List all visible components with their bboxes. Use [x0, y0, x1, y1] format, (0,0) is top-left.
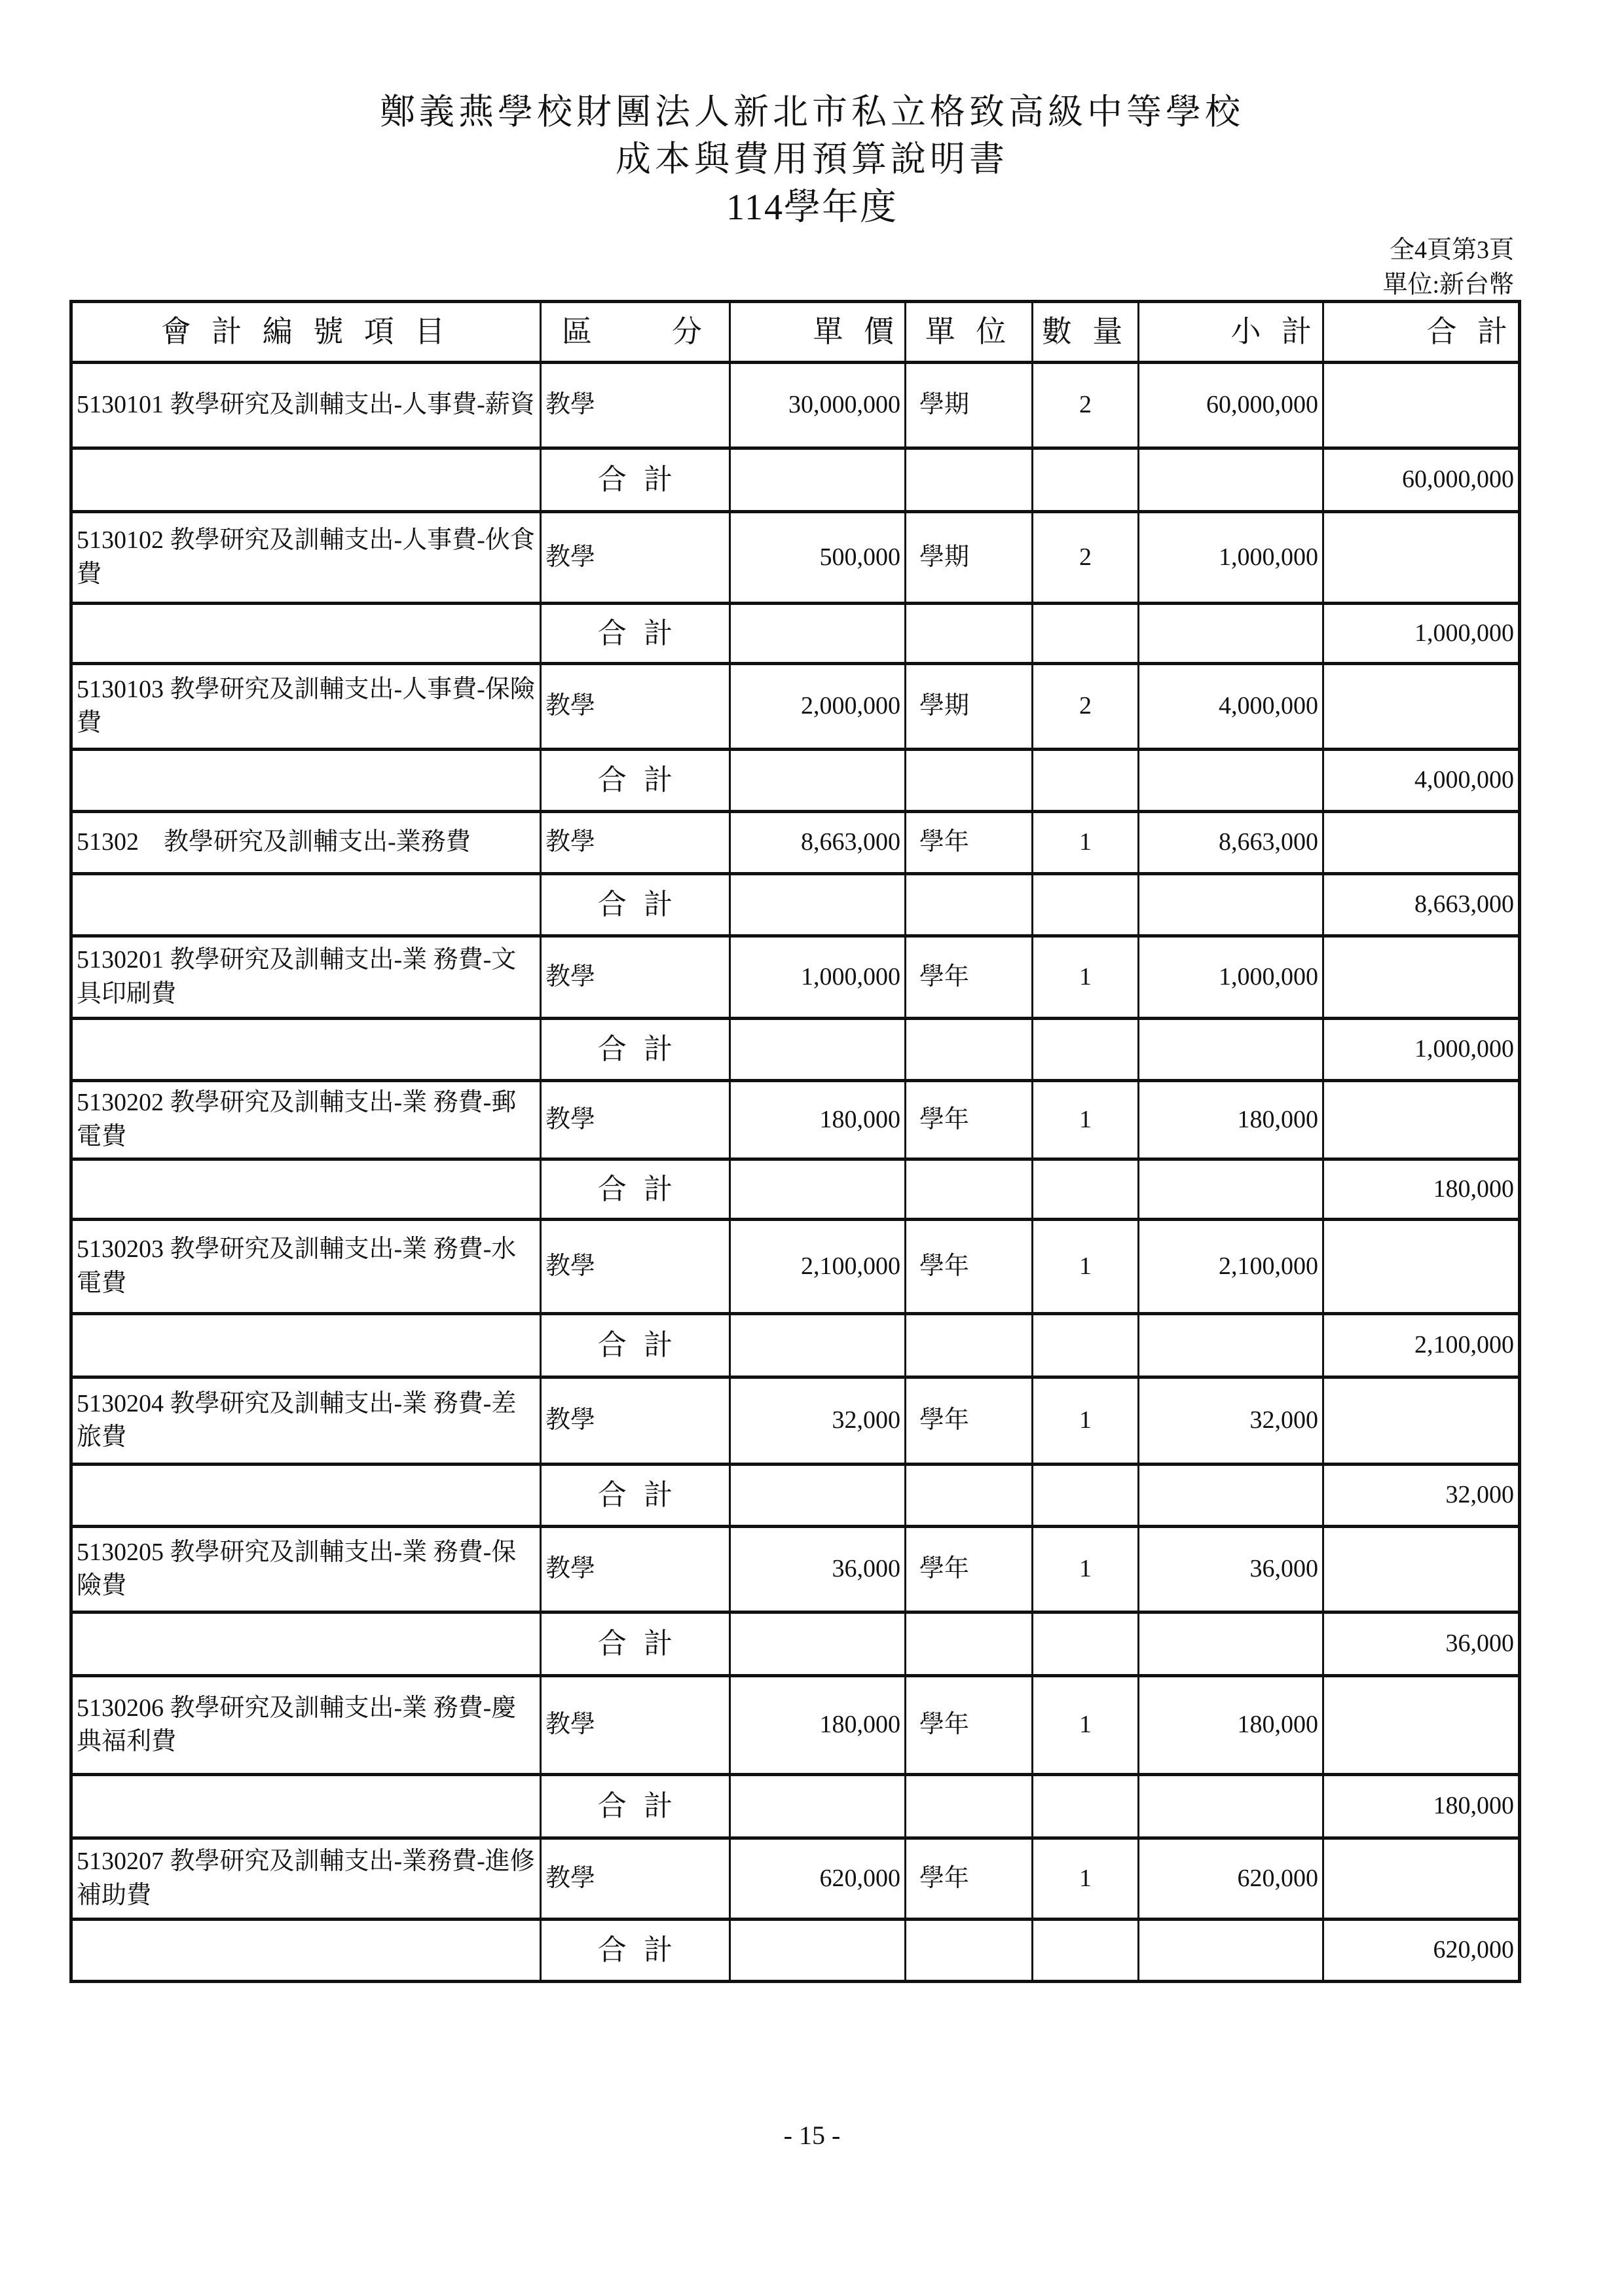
- header-row: [71, 302, 1520, 363]
- item-name: 5130101 教學研究及訓輔支出-人事費-薪資: [71, 363, 541, 448]
- total-label-cell: [541, 448, 730, 512]
- subtotal: 620,000: [1139, 1838, 1323, 1920]
- empty-cell: [71, 448, 541, 512]
- total-empty: [1323, 363, 1520, 448]
- unit: 學年: [906, 1676, 1033, 1775]
- col-unit: 單 位: [906, 302, 1033, 363]
- total-label: 合計: [597, 1479, 673, 1512]
- subtotal: 32,000: [1139, 1377, 1323, 1465]
- empty-cell: [906, 1465, 1033, 1527]
- item-row: [71, 1220, 1520, 1314]
- empty-cell: [71, 1920, 541, 1982]
- quantity: 2: [1033, 363, 1139, 448]
- item-row: [71, 664, 1520, 750]
- empty-cell: [1033, 604, 1139, 664]
- total-empty: [1323, 1220, 1520, 1314]
- subtotal: 1,000,000: [1139, 936, 1323, 1019]
- item-row: [71, 363, 1520, 448]
- total-row: [71, 1465, 1520, 1527]
- category: 教學: [541, 1220, 730, 1314]
- category: 教學: [541, 812, 730, 874]
- total-label: 合計: [597, 464, 673, 496]
- total-row: [71, 1159, 1520, 1220]
- empty-cell: [71, 1775, 541, 1838]
- empty-cell: [730, 750, 906, 812]
- item-name: 5130206 教學研究及訓輔支出-業 務費-慶典福利費: [71, 1676, 541, 1775]
- category: 教學: [541, 363, 730, 448]
- total-empty: [1323, 1081, 1520, 1159]
- item-row: [71, 1527, 1520, 1613]
- category: 教學: [541, 936, 730, 1019]
- total: 4,000,000: [1323, 750, 1520, 812]
- unit-price: 180,000: [730, 1676, 906, 1775]
- total: 1,000,000: [1323, 1019, 1520, 1081]
- empty-cell: [906, 750, 1033, 812]
- empty-cell: [730, 448, 906, 512]
- quantity: 2: [1033, 512, 1139, 604]
- total: 60,000,000: [1323, 448, 1520, 512]
- subtotal: 8,663,000: [1139, 812, 1323, 874]
- empty-cell: [1139, 1019, 1323, 1081]
- unit-price: 30,000,000: [730, 363, 906, 448]
- empty-cell: [730, 1920, 906, 1982]
- unit-price: 8,663,000: [730, 812, 906, 874]
- quantity: 1: [1033, 1838, 1139, 1920]
- quantity: 1: [1033, 812, 1139, 874]
- total-row: [71, 1314, 1520, 1377]
- total-label-cell: [541, 1465, 730, 1527]
- empty-cell: [1033, 1775, 1139, 1838]
- item-name: 51302 教學研究及訓輔支出-業務費: [71, 812, 541, 874]
- subtotal: 60,000,000: [1139, 363, 1323, 448]
- total: 8,663,000: [1323, 874, 1520, 936]
- category: 教學: [541, 512, 730, 604]
- total-row: [71, 874, 1520, 936]
- empty-cell: [906, 1613, 1033, 1676]
- item-row: [71, 936, 1520, 1019]
- category: 教學: [541, 1527, 730, 1613]
- total-label-cell: [541, 1314, 730, 1377]
- total-empty: [1323, 812, 1520, 874]
- empty-cell: [71, 750, 541, 812]
- quantity: 1: [1033, 936, 1139, 1019]
- unit: 學年: [906, 812, 1033, 874]
- empty-cell: [1139, 750, 1323, 812]
- empty-cell: [906, 1019, 1033, 1081]
- empty-cell: [906, 1314, 1033, 1377]
- total-label: 合計: [597, 1790, 673, 1823]
- empty-cell: [730, 1465, 906, 1527]
- empty-cell: [730, 1775, 906, 1838]
- empty-cell: [1139, 1159, 1323, 1220]
- unit-price: 36,000: [730, 1527, 906, 1613]
- quantity: 2: [1033, 664, 1139, 750]
- total-label-cell: [541, 1775, 730, 1838]
- item-name: 5130207 教學研究及訓輔支出-業務費-進修補助費: [71, 1838, 541, 1920]
- unit: 學期: [906, 664, 1033, 750]
- unit-price: 2,100,000: [730, 1220, 906, 1314]
- item-row: [71, 512, 1520, 604]
- empty-cell: [1139, 1775, 1323, 1838]
- total-row: [71, 1613, 1520, 1676]
- document-title: 成本與費用預算說明書: [616, 139, 1008, 179]
- quantity: 1: [1033, 1220, 1139, 1314]
- unit-price: 2,000,000: [730, 664, 906, 750]
- col-unit-price: 單 價: [730, 302, 906, 363]
- subtotal: 2,100,000: [1139, 1220, 1323, 1314]
- empty-cell: [71, 1159, 541, 1220]
- total-empty: [1323, 1527, 1520, 1613]
- empty-cell: [1033, 874, 1139, 936]
- academic-year: 114學年度: [726, 187, 898, 228]
- empty-cell: [1139, 604, 1323, 664]
- total-label-cell: [541, 1019, 730, 1081]
- empty-cell: [906, 1775, 1033, 1838]
- item-name: 5130102 教學研究及訓輔支出-人事費-伙食費: [71, 512, 541, 604]
- total-label: 合計: [597, 764, 673, 797]
- total: 1,000,000: [1323, 604, 1520, 664]
- empty-cell: [1033, 1314, 1139, 1377]
- total-label: 合計: [597, 1628, 673, 1660]
- empty-cell: [1033, 1465, 1139, 1527]
- empty-cell: [1139, 1613, 1323, 1676]
- unit: 學年: [906, 1220, 1033, 1314]
- empty-cell: [1139, 1920, 1323, 1982]
- empty-cell: [1033, 1019, 1139, 1081]
- empty-cell: [1139, 1314, 1323, 1377]
- unit: 學年: [906, 1081, 1033, 1159]
- subtotal: 180,000: [1139, 1676, 1323, 1775]
- total: 32,000: [1323, 1465, 1520, 1527]
- total: 620,000: [1323, 1920, 1520, 1982]
- item-row: [71, 1081, 1520, 1159]
- total-label-cell: [541, 1159, 730, 1220]
- empty-cell: [906, 1920, 1033, 1982]
- empty-cell: [71, 1314, 541, 1377]
- total-empty: [1323, 664, 1520, 750]
- empty-cell: [906, 1159, 1033, 1220]
- category: 教學: [541, 664, 730, 750]
- item-row: [71, 1676, 1520, 1775]
- total-label: 合計: [597, 617, 673, 649]
- col-qty: 數 量: [1033, 302, 1139, 363]
- org-title: 鄭義燕學校財團法人新北市私立格致高級中等學校: [380, 92, 1244, 132]
- empty-cell: [1033, 1613, 1139, 1676]
- total-empty: [1323, 512, 1520, 604]
- empty-cell: [1139, 1465, 1323, 1527]
- item-name: 5130204 教學研究及訓輔支出-業 務費-差旅費: [71, 1377, 541, 1465]
- total-label-cell: [541, 1613, 730, 1676]
- item-name: 5130201 教學研究及訓輔支出-業 務費-文具印刷費: [71, 936, 541, 1019]
- unit-price: 1,000,000: [730, 936, 906, 1019]
- total-label-cell: [541, 604, 730, 664]
- item-name: 5130202 教學研究及訓輔支出-業 務費-郵電費: [71, 1081, 541, 1159]
- unit: 學年: [906, 936, 1033, 1019]
- budget-table: [69, 300, 1521, 1983]
- total-label: 合計: [597, 1173, 673, 1205]
- subtotal: 180,000: [1139, 1081, 1323, 1159]
- category: 教學: [541, 1377, 730, 1465]
- category: 教學: [541, 1081, 730, 1159]
- category: 教學: [541, 1838, 730, 1920]
- unit: 學期: [906, 363, 1033, 448]
- total-empty: [1323, 1676, 1520, 1775]
- empty-cell: [71, 604, 541, 664]
- total-empty: [1323, 1838, 1520, 1920]
- subtotal: 36,000: [1139, 1527, 1323, 1613]
- col-subtotal: 小 計: [1139, 302, 1323, 363]
- quantity: 1: [1033, 1377, 1139, 1465]
- total-empty: [1323, 1377, 1520, 1465]
- total-label: 合計: [597, 1934, 673, 1967]
- subtotal: 4,000,000: [1139, 664, 1323, 750]
- total-label-cell: [541, 874, 730, 936]
- item-row: [71, 1838, 1520, 1920]
- quantity: 1: [1033, 1081, 1139, 1159]
- total-label-cell: [541, 1920, 730, 1982]
- empty-cell: [1139, 448, 1323, 512]
- col-category: 區 分: [541, 302, 730, 363]
- unit-price: 180,000: [730, 1081, 906, 1159]
- col-item: 會 計 編 號 項 目: [71, 302, 541, 363]
- item-row: [71, 812, 1520, 874]
- total-row: [71, 1920, 1520, 1982]
- unit: 學年: [906, 1838, 1033, 1920]
- empty-cell: [730, 1314, 906, 1377]
- unit: 學期: [906, 512, 1033, 604]
- total-label-cell: [541, 750, 730, 812]
- unit-price: 500,000: [730, 512, 906, 604]
- total-row: [71, 448, 1520, 512]
- total: 180,000: [1323, 1775, 1520, 1838]
- empty-cell: [71, 1465, 541, 1527]
- total-label: 合計: [597, 1033, 673, 1066]
- empty-cell: [730, 1159, 906, 1220]
- category: 教學: [541, 1676, 730, 1775]
- total-empty: [1323, 936, 1520, 1019]
- unit-price: 620,000: [730, 1838, 906, 1920]
- total-row: [71, 604, 1520, 664]
- empty-cell: [1033, 448, 1139, 512]
- empty-cell: [730, 604, 906, 664]
- unit: 學年: [906, 1527, 1033, 1613]
- empty-cell: [730, 1613, 906, 1676]
- total-row: [71, 750, 1520, 812]
- page-info: 全4頁第3頁: [1389, 236, 1514, 264]
- empty-cell: [71, 1019, 541, 1081]
- item-name: 5130103 教學研究及訓輔支出-人事費-保險費: [71, 664, 541, 750]
- currency-unit: 單位:新台幣: [1382, 271, 1514, 299]
- quantity: 1: [1033, 1676, 1139, 1775]
- col-total: 合 計: [1323, 302, 1520, 363]
- empty-cell: [730, 874, 906, 936]
- empty-cell: [906, 448, 1033, 512]
- subtotal: 1,000,000: [1139, 512, 1323, 604]
- quantity: 1: [1033, 1527, 1139, 1613]
- empty-cell: [71, 1613, 541, 1676]
- empty-cell: [906, 604, 1033, 664]
- total: 2,100,000: [1323, 1314, 1520, 1377]
- empty-cell: [1033, 750, 1139, 812]
- total-label: 合計: [597, 1329, 673, 1362]
- empty-cell: [1139, 874, 1323, 936]
- empty-cell: [1033, 1159, 1139, 1220]
- total-row: [71, 1019, 1520, 1081]
- empty-cell: [1033, 1920, 1139, 1982]
- unit: 學年: [906, 1377, 1033, 1465]
- item-name: 5130205 教學研究及訓輔支出-業 務費-保險費: [71, 1527, 541, 1613]
- empty-cell: [71, 874, 541, 936]
- empty-cell: [730, 1019, 906, 1081]
- total: 36,000: [1323, 1613, 1520, 1676]
- item-row: [71, 1377, 1520, 1465]
- page-number: - 15 -: [783, 2121, 841, 2150]
- empty-cell: [906, 874, 1033, 936]
- total-label: 合計: [597, 888, 673, 921]
- unit-price: 32,000: [730, 1377, 906, 1465]
- total: 180,000: [1323, 1159, 1520, 1220]
- item-name: 5130203 教學研究及訓輔支出-業 務費-水電費: [71, 1220, 541, 1314]
- total-row: [71, 1775, 1520, 1838]
